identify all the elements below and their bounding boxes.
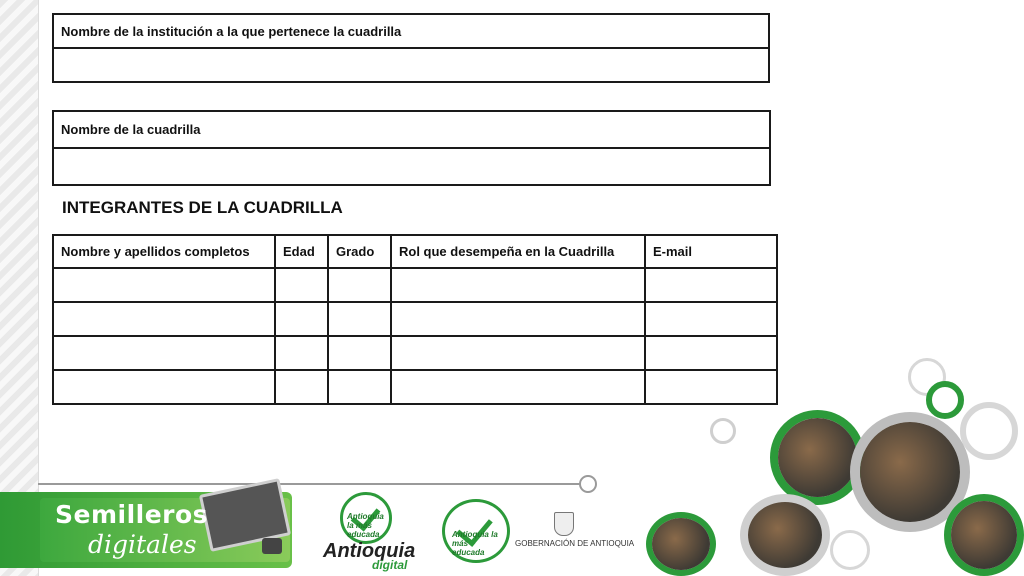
crew-name-field[interactable] bbox=[53, 148, 770, 185]
members-header-row bbox=[53, 235, 777, 268]
antioquia-wordmark: Antioquia bbox=[323, 540, 416, 562]
header-email: E-mail bbox=[645, 235, 777, 268]
cell-full-name[interactable] bbox=[53, 370, 275, 404]
cell-age[interactable] bbox=[275, 302, 328, 336]
cell-role[interactable] bbox=[391, 268, 645, 302]
digital-wordmark: digital bbox=[372, 558, 408, 572]
header-age: Edad bbox=[275, 235, 328, 268]
logo2-tagline: Antioquia la más educada bbox=[452, 530, 498, 557]
cell-email[interactable] bbox=[645, 268, 777, 302]
cell-grade[interactable] bbox=[328, 268, 391, 302]
header-role: Rol que desempeña en la Cuadrilla bbox=[391, 235, 645, 268]
cell-full-name[interactable] bbox=[53, 302, 275, 336]
cell-grade[interactable] bbox=[328, 336, 391, 370]
cell-age[interactable] bbox=[275, 370, 328, 404]
crew-label: Nombre de la cuadrilla bbox=[53, 111, 770, 148]
cell-full-name[interactable] bbox=[53, 336, 275, 370]
footer-divider-line bbox=[38, 483, 580, 485]
photo-circle bbox=[740, 494, 830, 576]
institution-label: Nombre de la institución a la que pertenece la cuadrilla bbox=[53, 14, 769, 48]
deco-ring bbox=[960, 402, 1018, 460]
cell-grade[interactable] bbox=[328, 302, 391, 336]
cell-age[interactable] bbox=[275, 268, 328, 302]
table-row bbox=[53, 268, 777, 302]
deco-ring bbox=[830, 530, 870, 570]
brand-title-line1: Semilleros bbox=[55, 500, 209, 529]
photo-circle bbox=[646, 512, 716, 576]
cell-grade[interactable] bbox=[328, 370, 391, 404]
left-decorative-stripe bbox=[0, 0, 39, 576]
cell-email[interactable] bbox=[645, 370, 777, 404]
cell-email[interactable] bbox=[645, 302, 777, 336]
logo1-tagline: Antioquia la más educada bbox=[347, 512, 384, 539]
cell-email[interactable] bbox=[645, 336, 777, 370]
table-row bbox=[53, 302, 777, 336]
footer-divider-knob bbox=[579, 475, 597, 493]
cell-full-name[interactable] bbox=[53, 268, 275, 302]
members-table bbox=[52, 234, 778, 405]
photo-circle bbox=[944, 494, 1024, 576]
institution-table bbox=[52, 13, 770, 83]
cell-role[interactable] bbox=[391, 302, 645, 336]
cell-role[interactable] bbox=[391, 370, 645, 404]
coat-of-arms-icon bbox=[554, 512, 574, 536]
deco-ring bbox=[926, 381, 964, 419]
table-row bbox=[53, 370, 777, 404]
members-section-title: INTEGRANTES DE LA CUADRILLA bbox=[62, 198, 343, 217]
crew-table bbox=[52, 110, 771, 186]
cell-role[interactable] bbox=[391, 336, 645, 370]
cell-age[interactable] bbox=[275, 336, 328, 370]
header-full-name: Nombre y apellidos completos bbox=[53, 235, 275, 268]
gobernacion-label: GOBERNACIÓN DE ANTIOQUIA bbox=[515, 539, 635, 548]
institution-name-field[interactable] bbox=[53, 48, 769, 82]
deco-ring bbox=[710, 418, 736, 444]
brand-title-line2: digitales bbox=[88, 530, 197, 559]
table-row bbox=[53, 336, 777, 370]
header-grade: Grado bbox=[328, 235, 391, 268]
camera-illustration bbox=[262, 538, 282, 554]
